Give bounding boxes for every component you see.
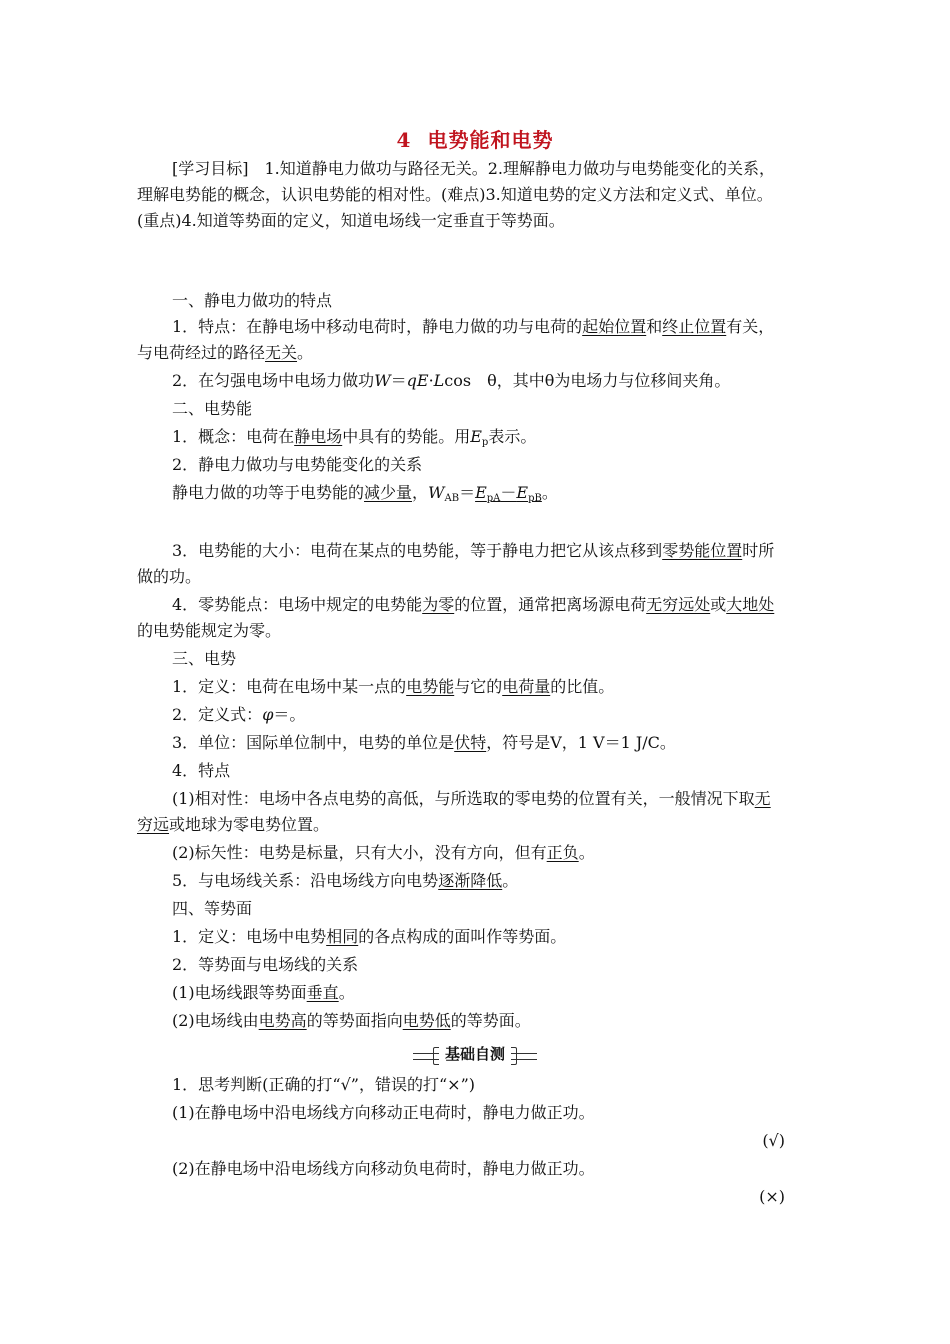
s1-para-1: 1．特点：在静电场中移动电荷时，静电力做的功与电荷的起始位置和终止位置有关， bbox=[172, 317, 775, 336]
s2-para-4-cont: 做的功。 bbox=[137, 567, 202, 586]
s4-para-1: 1．定义：电场中电势相同的各点构成的面叫作等势面。 bbox=[172, 927, 567, 946]
s3-para-1: 1．定义：电荷在电场中某一点的电势能与它的电荷量的比值。 bbox=[172, 677, 615, 696]
quiz-answer-2: (×) bbox=[759, 1187, 785, 1206]
s3-para-5: (1)相对性：电场中各点电势的高低，与所选取的零电势的位置有关，一般情况下取无 bbox=[172, 789, 771, 808]
quiz-item-2: (2)在静电场中沿电场线方向移动负电荷时，静电力做正功。 bbox=[172, 1159, 595, 1178]
section-banner bbox=[413, 1043, 537, 1065]
s3-para-6: (2)标矢性：电势是标量，只有大小，没有方向，但有正负。 bbox=[172, 843, 595, 862]
objectives-line-2: 理解电势能的概念，认识电势能的相对性。(难点)3.知道电势的定义方法和定义式、单位。 bbox=[137, 185, 773, 204]
s4-para-2: 2．等势面与电场线的关系 bbox=[172, 955, 359, 974]
banner-label: 基础自测 bbox=[439, 1043, 511, 1065]
quiz-question: 1．思考判断(正确的打“√”，错误的打“×”) bbox=[172, 1075, 475, 1094]
s3-para-4: 4．特点 bbox=[172, 761, 231, 780]
s2-para-2: 2．静电力做功与电势能变化的关系 bbox=[172, 455, 423, 474]
objectives-line-3: (重点)4.知道等势面的定义，知道电场线一定垂直于等势面。 bbox=[137, 211, 565, 230]
objectives-line-1: [学习目标] 1.知道静电力做功与路径无关。2.理解静电力做功与电势能变化的关系， bbox=[172, 159, 776, 178]
s1-para-1-cont: 与电荷经过的路径无关。 bbox=[137, 343, 314, 362]
quiz-item-1: (1)在静电场中沿电场线方向移动正电荷时，静电力做正功。 bbox=[172, 1103, 595, 1122]
page-title bbox=[0, 124, 950, 153]
s4-para-4: (2)电场线由电势高的等势面指向电势低的等势面。 bbox=[172, 1011, 531, 1030]
s3-para-5-cont: 穷远或地球为零电势位置。 bbox=[137, 815, 330, 834]
s1-para-2: 2．在匀强电场中电场力做功W＝qE·Lcos θ，其中θ为电场力与位移间夹角。 bbox=[172, 371, 731, 390]
section-title: 电势能和电势 bbox=[427, 128, 554, 152]
heading-1: 一、静电力做功的特点 bbox=[172, 291, 333, 310]
s4-para-3: (1)电场线跟等势面垂直。 bbox=[172, 983, 355, 1002]
s2-para-4: 3．电势能的大小：电荷在某点的电势能，等于静电力把它从该点移到零势能位置时所 bbox=[172, 541, 775, 560]
s3-para-2: 2．定义式：φ＝。 bbox=[172, 705, 306, 724]
section-number: 4 bbox=[396, 128, 412, 152]
s3-para-3: 3．单位：国际单位制中，电势的单位是伏特，符号是V，1 V＝1 J/C。 bbox=[172, 733, 676, 752]
s3-para-7: 5．与电场线关系：沿电场线方向电势逐渐降低。 bbox=[172, 871, 519, 890]
quiz-answer-1: (√) bbox=[762, 1131, 785, 1150]
heading-2: 二、电势能 bbox=[172, 399, 253, 418]
s2-para-5-cont: 的电势能规定为零。 bbox=[137, 621, 282, 640]
s2-para-1: 1．概念：电荷在静电场中具有的势能。用$E_p$表示。 bbox=[172, 427, 537, 448]
heading-3: 三、电势 bbox=[172, 649, 237, 668]
s2-para-5: 4．零势能点：电场中规定的电势能为零的位置，通常把离场源电荷无穷远处或大地处 bbox=[172, 595, 775, 614]
s2-para-3: 静电力做的功等于电势能的减少量，$W_{AB}=E_{pA}-E_{pB}$。 bbox=[172, 483, 558, 504]
heading-4: 四、等势面 bbox=[172, 899, 253, 918]
